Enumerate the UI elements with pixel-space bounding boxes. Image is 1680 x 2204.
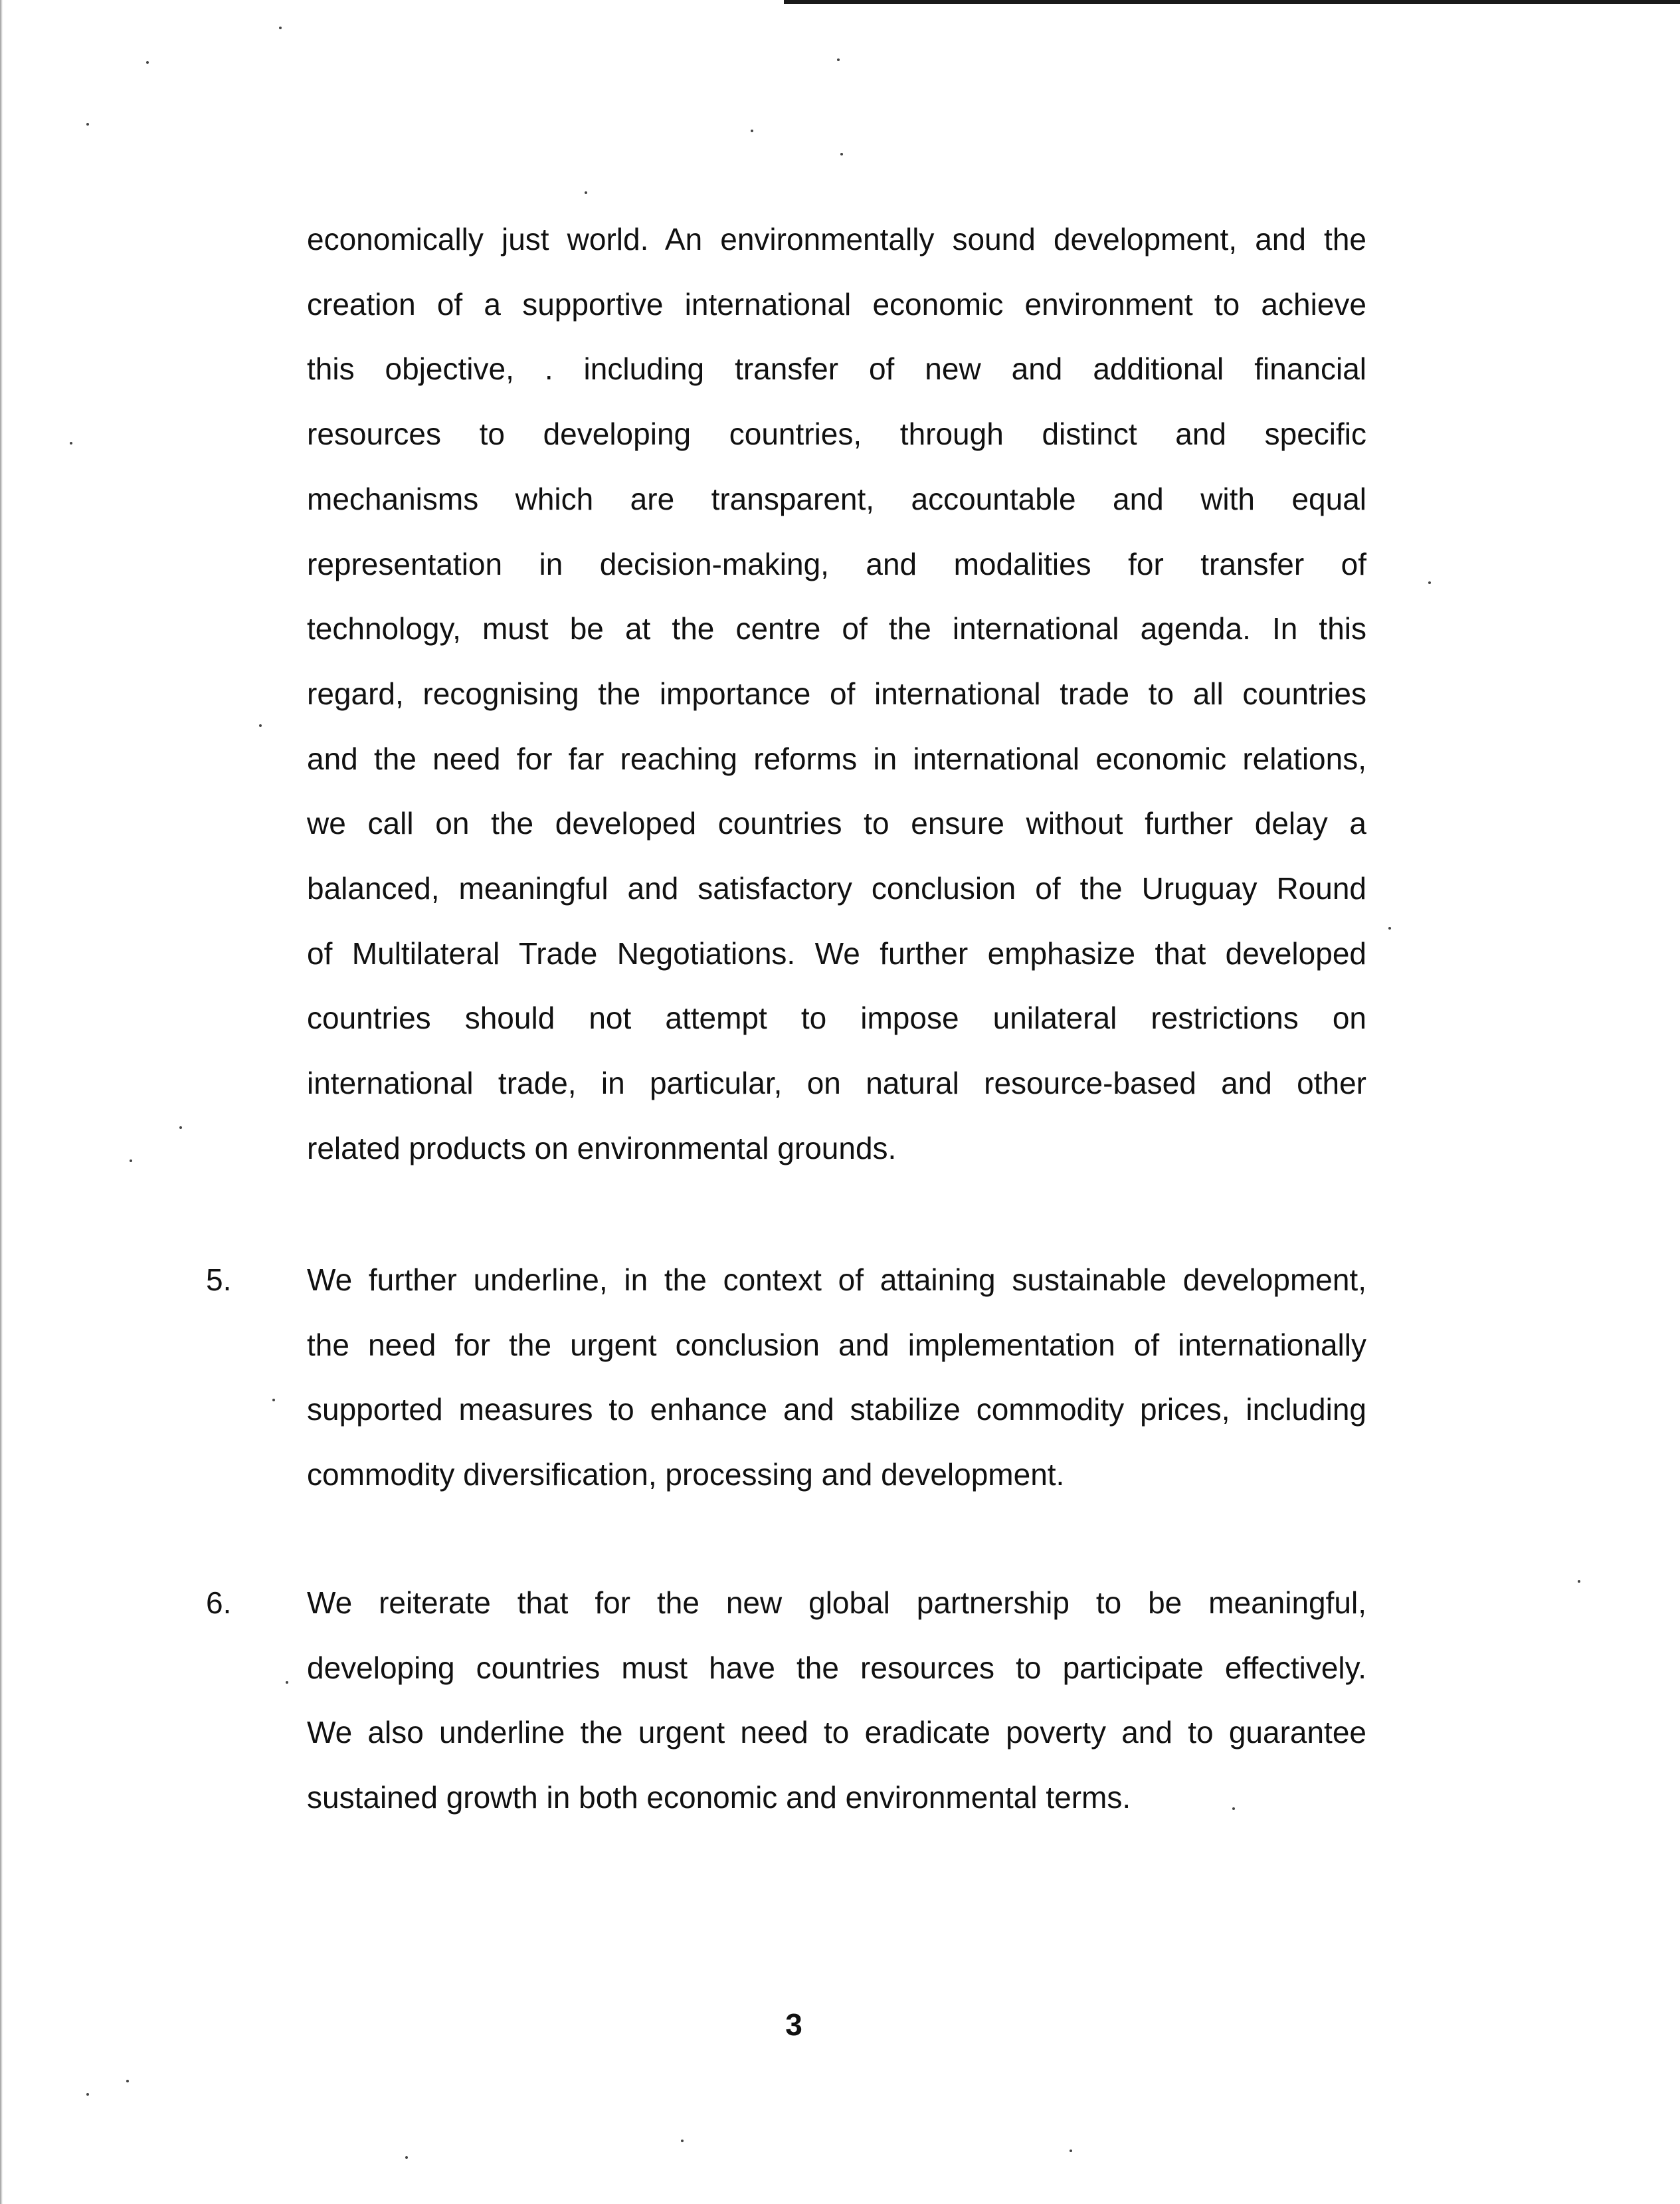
text-line: resources to developing countries, through distinct and specific [307,417,1366,452]
scan-speck [840,153,843,155]
scan-speck [146,61,149,64]
text-line: regard, recognising the importance of international trade to all countries [307,676,1366,711]
text-line: commodity diversification, processing and development. [307,1457,1065,1492]
scan-speck [286,1681,288,1684]
paragraph-number: 6. [206,1585,232,1620]
scan-speck [1232,1807,1235,1810]
scan-speck [126,2080,129,2082]
text-line: developing countries must have the resources to participate effectively. [307,1650,1366,1685]
scan-speck [585,191,587,194]
text-line: creation of a supportive international economic environment to achieve [307,286,1366,322]
text-line: economically just world. An environmentally sound development, and the [307,222,1366,256]
scan-left-edge [0,0,3,2204]
scan-speck [751,130,753,132]
scan-speck [86,123,89,126]
text-line: the need for the urgent conclusion and implementation of internationally [307,1327,1366,1362]
scan-speck [179,1126,182,1129]
text-line: international trade, in particular, on natural resource-based and other [307,1066,1366,1101]
paragraph-5 [307,1248,1366,1508]
scan-speck [259,724,262,727]
scan-speck [279,27,282,29]
paragraph-6 [307,1571,1366,1831]
text-line: countries should not attempt to impose unilateral restrictions on [307,1001,1366,1036]
scan-speck [1070,2150,1072,2152]
top-edge-rule [784,0,1680,4]
scan-speck [1388,927,1391,930]
scan-speck [1428,581,1431,584]
scan-speck [272,1399,275,1401]
paragraph-number: 5. [206,1262,232,1297]
scan-speck [405,2156,408,2159]
scan-speck [837,58,840,61]
text-line: of Multilateral Trade Negotiations. We further emphasize that developed [307,936,1366,971]
scan-speck [681,2140,684,2142]
scan-speck [86,2093,89,2096]
text-line: We further underline, in the context of attaining sustainable development, [307,1262,1366,1297]
text-line: mechanisms which are transparent, accountable and with equal [307,481,1366,516]
scan-speck [1578,1580,1580,1583]
text-line: We also underline the urgent need to eradicate poverty and to guarantee [307,1715,1366,1750]
text-line: representation in decision-making, and modalities for transfer of [307,546,1366,581]
scan-speck [130,1159,132,1162]
scan-speck [70,442,72,445]
text-line: balanced, meaningful and satisfactory conclusion of the Uruguay Round [307,871,1366,906]
text-line: technology, must be at the centre of the international agenda. In this [307,611,1366,647]
page-number: 3 [785,2007,802,2042]
text-line: and the need for far reaching reforms in international economic relations, [307,741,1366,776]
text-line: we call on the developed countries to ensure without further delay a [307,806,1366,841]
text-line: We reiterate that for the new global partnership to be meaningful, [307,1585,1366,1620]
paragraph-continuation [307,207,1366,1181]
text-line: this objective, . including transfer of new and additional financial [307,351,1366,387]
text-line: related products on environmental grounds. [307,1130,897,1165]
text-line: sustained growth in both economic and environmental terms. [307,1780,1131,1815]
text-line: supported measures to enhance and stabilize commodity prices, including [307,1392,1366,1427]
